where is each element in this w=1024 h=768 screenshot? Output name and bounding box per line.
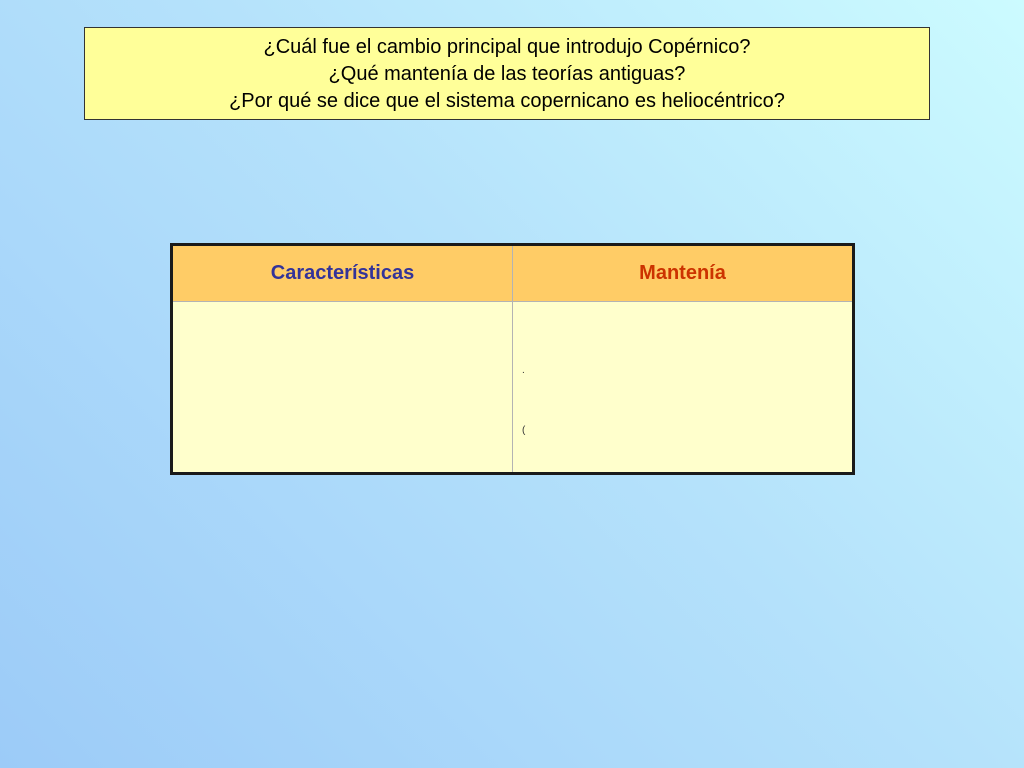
- question-1: ¿Cuál fue el cambio principal que introdujo Copérnico?: [263, 35, 751, 58]
- header-caracteristicas: Características: [173, 246, 513, 302]
- cell-caracteristicas[interactable]: [173, 302, 513, 473]
- comparison-table-grid: [173, 246, 852, 472]
- question-3: ¿Por qué se dice que el sistema copernicano es heliocéntrico?: [229, 89, 785, 112]
- header-mantenia: Mantenía: [513, 246, 853, 302]
- table-header-row: [173, 246, 852, 302]
- cell-mark: .: [522, 365, 525, 376]
- questions-box: [84, 27, 930, 120]
- table-row: [173, 302, 852, 473]
- cell-mark: (: [522, 425, 526, 436]
- question-2: ¿Qué mantenía de las teorías antiguas?: [328, 62, 686, 85]
- cell-mantenia[interactable]: [513, 302, 853, 473]
- comparison-table: [170, 243, 855, 475]
